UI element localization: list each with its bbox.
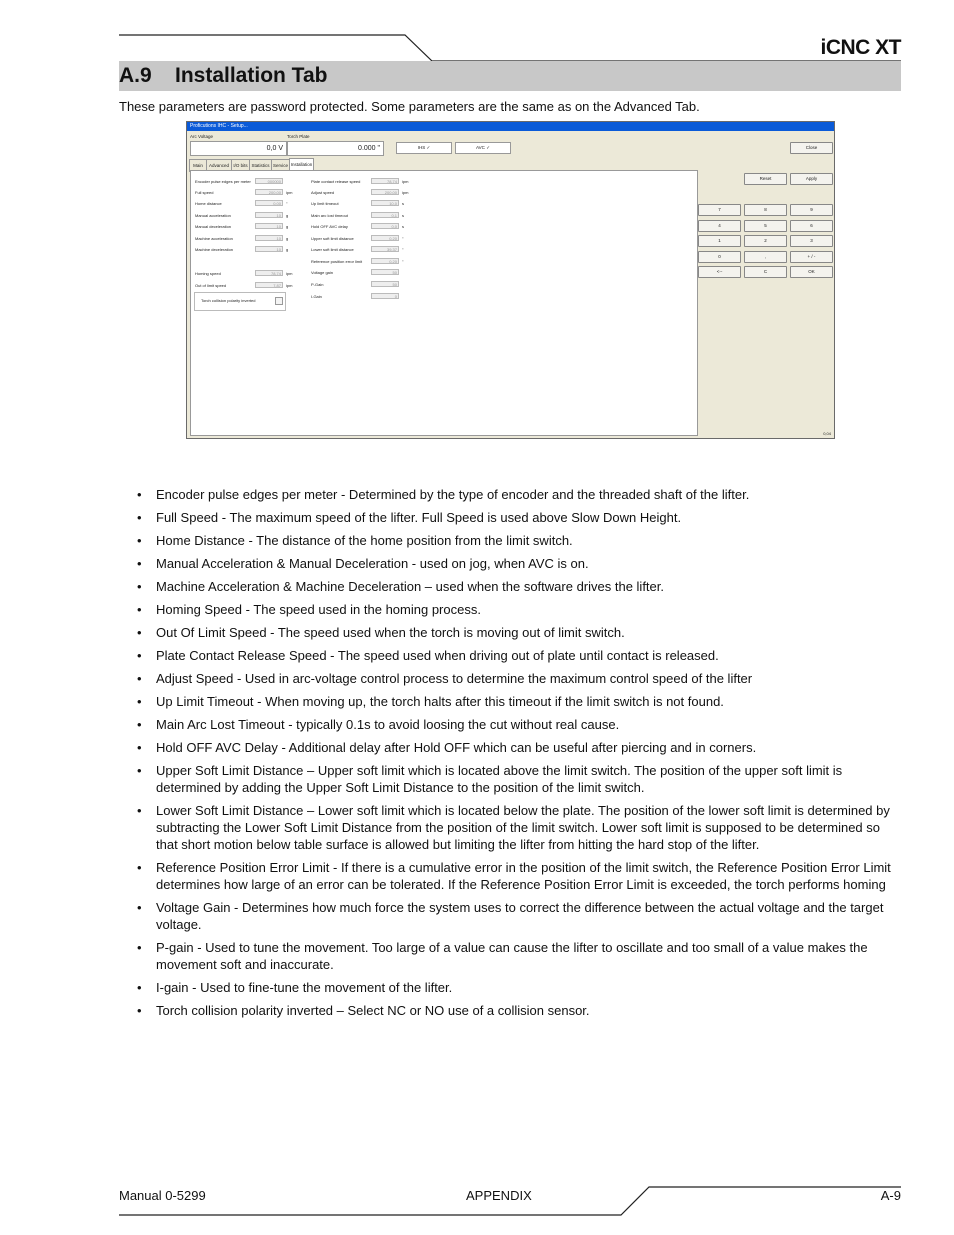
- keypad-key[interactable]: OK: [790, 266, 833, 278]
- param-label: Encoder pulse edges per meter: [195, 179, 251, 184]
- window-titlebar: Proficutions IHC - Setup...: [187, 122, 834, 131]
- tab-service[interactable]: Service: [271, 159, 290, 172]
- torch-plate-readout: 0.000 ": [287, 141, 384, 156]
- list-item: • Lower Soft Limit Distance – Lower soft limit which is located below the plate. The position of the lower soft limit is determined by subtracting the Lower Soft Limit Distance from the position of the limit switch. Lower soft limit is supposed to be determined so that short motion below table surface is allowed but limiting the lifter from hitting the hard stop of the lifter.: [137, 803, 890, 852]
- arc-voltage-readout: 0,0 V: [190, 141, 287, 156]
- section-heading: [119, 61, 327, 91]
- keypad-key[interactable]: 2: [744, 235, 787, 247]
- keypad-key[interactable]: 9: [790, 204, 833, 216]
- param-unit: ": [402, 247, 404, 252]
- param-label: Homing speed: [195, 271, 221, 276]
- keypad-key[interactable]: 0: [698, 251, 741, 263]
- keypad-key[interactable]: 5: [744, 220, 787, 232]
- ihs-checkbox[interactable]: IHS ✓: [396, 142, 452, 154]
- setup-window-screenshot: [186, 121, 835, 439]
- intro-paragraph: These parameters are password protected. Some parameters are the same as on the Advanced Tab.: [119, 99, 700, 114]
- param-field[interactable]: 10: [255, 235, 283, 241]
- param-label: Plate contact release speed: [311, 179, 361, 184]
- installation-panel: [190, 170, 698, 436]
- footer-page-number: A-9: [880, 1188, 901, 1203]
- param-label: Hold OFF AVC delay: [311, 224, 348, 229]
- list-item: • Hold OFF AVC Delay - Additional delay after Hold OFF which can be useful after piercing and in corners.: [137, 740, 757, 755]
- list-item: • Machine Acceleration & Machine Deceleration – used when the software drives the lifter.: [137, 579, 664, 594]
- list-item: • I-gain - Used to fine-tune the movement of the lifter.: [137, 980, 453, 995]
- param-label: Full speed: [195, 190, 214, 195]
- param-field[interactable]: 200,00: [255, 189, 283, 195]
- list-item: • Full Speed - The maximum speed of the lifter. Full Speed is used above Slow Down Height.: [137, 510, 682, 525]
- param-field[interactable]: 0,0: [371, 223, 399, 229]
- close-button[interactable]: Close: [790, 142, 833, 154]
- brand-logo: iCNC XT: [820, 36, 901, 59]
- list-item: • Plate Contact Release Speed - The speed used when driving out of plate until contact is released.: [137, 648, 719, 663]
- param-unit: ipm: [402, 179, 409, 184]
- param-field[interactable]: 0: [371, 293, 399, 299]
- footer-manual-number: Manual 0-5299: [119, 1188, 206, 1203]
- param-label: Machine acceleration: [195, 236, 233, 241]
- keypad-key[interactable]: 4: [698, 220, 741, 232]
- keypad-key[interactable]: 7: [698, 204, 741, 216]
- list-item: • Adjust Speed - Used in arc-voltage control process to determine the maximum control speed of the lifter: [137, 671, 753, 686]
- param-unit: s: [402, 213, 404, 218]
- param-field[interactable]: 10: [255, 212, 283, 218]
- param-unit: ipm: [286, 283, 293, 288]
- param-unit: g: [286, 247, 289, 252]
- keypad-key[interactable]: 6: [790, 220, 833, 232]
- keypad-key[interactable]: <--: [698, 266, 741, 278]
- param-field[interactable]: 78,74: [255, 270, 283, 276]
- param-label: Lower soft limit distance: [311, 247, 354, 252]
- keypad-key[interactable]: C: [744, 266, 787, 278]
- param-field[interactable]: 0,00: [255, 200, 283, 206]
- avc-checkbox[interactable]: AVC ✓: [455, 142, 511, 154]
- parameter-descriptions: [119, 486, 901, 1025]
- list-item: • Voltage Gain - Determines how much force the system uses to correct the difference between the actual voltage and the target voltage.: [137, 900, 884, 932]
- section-title: Installation Tab: [175, 64, 328, 87]
- param-unit: ": [286, 201, 288, 206]
- tab-installation[interactable]: Installation: [289, 158, 314, 171]
- param-label: Machine deceleration: [195, 247, 234, 252]
- list-item: • Upper Soft Limit Distance – Upper soft limit which is located above the limit switch. The position of the upper soft limit is determined by adding the Upper Soft Limit Distance to the position of the limit switch.: [137, 763, 843, 795]
- param-label: Upper soft limit distance: [311, 236, 354, 241]
- param-unit: s: [402, 201, 404, 206]
- list-item: • P-gain - Used to tune the movement. Too large of a value can cause the lifter to oscillate and too small of a value makes the movement soft and inaccurate.: [137, 940, 868, 972]
- arc-voltage-label: Arc Voltage: [190, 134, 214, 139]
- param-field[interactable]: 10: [255, 246, 283, 252]
- tab-advanced[interactable]: Advanced: [206, 159, 232, 172]
- list-item: • Homing Speed - The speed used in the homing process.: [137, 602, 481, 617]
- param-label: Manual deceleration: [195, 224, 232, 229]
- param-label: Out of limit speed: [195, 283, 227, 288]
- keypad-key[interactable]: 8: [744, 204, 787, 216]
- collision-groupbox: [194, 292, 286, 311]
- param-unit: ": [402, 236, 404, 241]
- param-unit: s: [402, 224, 404, 229]
- tab-statistics[interactable]: Statistics: [249, 159, 272, 172]
- param-label: P-Gain: [311, 282, 324, 287]
- param-unit: ipm: [402, 190, 409, 195]
- section-number: A.9: [119, 64, 152, 87]
- param-field[interactable]: 000000: [255, 178, 283, 184]
- param-field[interactable]: 10,0: [371, 200, 399, 206]
- list-item: • Reference Position Error Limit - If there is a cumulative error in the position of the limit switch, the Reference Position Error Limit determines how large of an error can be tolerated. If the Reference Position Error Limit is exceeded, the torch performs homing: [137, 860, 891, 892]
- list-item: • Manual Acceleration & Manual Deceleration - used on jog, when AVC is on.: [137, 556, 589, 571]
- param-field[interactable]: 50: [371, 269, 399, 275]
- keypad-key[interactable]: + / -: [790, 251, 833, 263]
- param-field[interactable]: 10: [255, 223, 283, 229]
- keypad-key[interactable]: 3: [790, 235, 833, 247]
- param-field[interactable]: 0,20: [371, 235, 399, 241]
- keypad-key[interactable]: 1: [698, 235, 741, 247]
- tab-io-bits[interactable]: I/O bits: [231, 159, 250, 172]
- reset-button[interactable]: Reset: [744, 173, 787, 185]
- param-field[interactable]: 0,1: [371, 212, 399, 218]
- list-item: • Up Limit Timeout - When moving up, the torch halts after this timeout if the limit switch is not found.: [137, 694, 724, 709]
- param-label: Adjust speed: [311, 190, 335, 195]
- param-label: Reference position error limit: [311, 259, 363, 264]
- list-item: • Torch collision polarity inverted – Select NC or NO use of a collision sensor.: [137, 1003, 590, 1018]
- param-unit: g: [286, 224, 289, 229]
- param-label: Manual acceleration: [195, 213, 231, 218]
- param-label: Up limit timeout: [311, 201, 339, 206]
- param-label: Main arc lost timeout: [311, 213, 348, 218]
- param-label: I-Gain: [311, 294, 322, 299]
- footer-section: APPENDIX: [466, 1188, 532, 1203]
- list-item: • Out Of Limit Speed - The speed used when the torch is moving out of limit switch.: [137, 625, 625, 640]
- param-field[interactable]: 39,37: [371, 246, 399, 252]
- collision-label: Torch collision polarity inverted: [201, 298, 256, 303]
- list-item: • Home Distance - The distance of the home position from the limit switch.: [137, 533, 573, 548]
- collision-checkbox[interactable]: [275, 297, 283, 305]
- param-field[interactable]: 50: [371, 281, 399, 287]
- param-unit: g: [286, 213, 289, 218]
- param-label: Home distance: [195, 201, 222, 206]
- param-field[interactable]: 78,74: [371, 178, 399, 184]
- param-unit: g: [286, 236, 289, 241]
- torch-plate-label: Torch Plate: [287, 134, 310, 139]
- param-field[interactable]: 7,87: [255, 282, 283, 288]
- list-item: • Main Arc Lost Timeout - typically 0.1s to avoid loosing the cut without real cause.: [137, 717, 620, 732]
- version-label: 0,04: [823, 431, 831, 436]
- param-field[interactable]: 200,00: [371, 189, 399, 195]
- param-label: Voltage gain: [311, 270, 334, 275]
- list-item: • Encoder pulse edges per meter - Determined by the type of encoder and the threaded shaft of the lifter.: [137, 487, 750, 502]
- param-unit: ": [402, 259, 404, 264]
- param-unit: ipm: [286, 271, 293, 276]
- tab-main[interactable]: Main: [189, 159, 207, 172]
- param-unit: ipm: [286, 190, 293, 195]
- keypad-key[interactable]: ,: [744, 251, 787, 263]
- apply-button[interactable]: Apply: [790, 173, 833, 185]
- param-field[interactable]: 0,20: [371, 258, 399, 264]
